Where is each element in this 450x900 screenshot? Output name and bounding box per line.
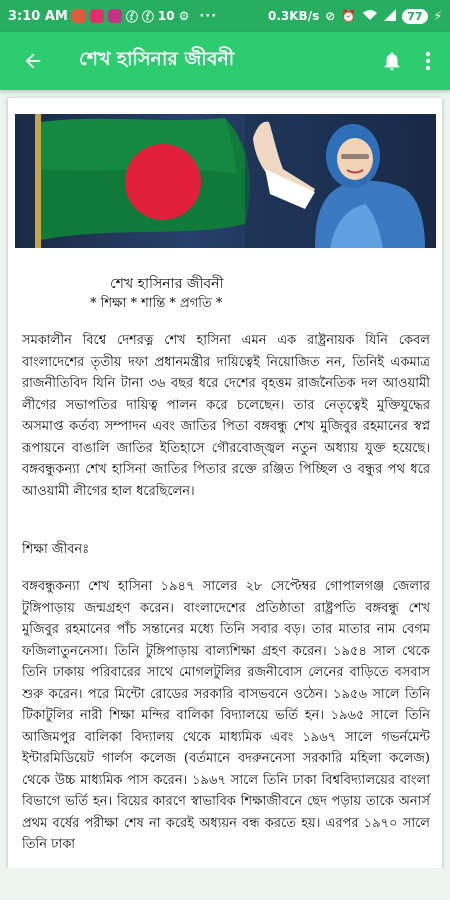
gmail-notification-icon bbox=[72, 9, 86, 23]
settings-notification-icon: ⚙ bbox=[178, 9, 190, 23]
book-tagline: * শিক্ষা * শান্তি * প্রগতি * bbox=[90, 296, 223, 311]
instagram-notification-icon bbox=[90, 9, 104, 23]
wifi-icon bbox=[362, 9, 378, 24]
intro-paragraph: সমকালীন বিশ্বে দেশরত্ন শেখ হাসিনা এমন এক রাষ্ট্রনায়ক যিনি কেবল বাংলাদেশের তৃতীয় দফা প্রধানমন্ত্রীর দায়িত্বেই নিয়োজিত নন, তিনিই একমাত্র রাজনীতিবিদ যিনি টানা ৩৬ বছর ধরে দেশের বৃহত্তম রাজনৈতিক দল আওয়ামী লীগের সভাপতির দায়িত্ব পালন করে চলেছেন। তার নেতৃত্বেই মুক্তিযুদ্ধের অসমাপ্ত কর্তব্য সম্পাদন এবং জাতির পিতা বঙ্গবন্ধু শেখ মুজিবুর রহমানের স্বপ্ন রূপায়নে বাঙালি জাতির ইতিহাসে গৌরবোজ্জ্বল নতুন অধ্যায় যুক্ত হয়েছে। বঙ্গবন্ধুকন্যা শেখ হাসিনা জাতির পিতার রক্তে রঞ্জিত পিচ্ছিল ও বন্ধুর পথ ধরে আওয়ামী লীগের হাল ধরেছিলেন। bbox=[22, 333, 430, 499]
more-vertical-icon bbox=[425, 51, 431, 71]
signal-icon bbox=[384, 9, 396, 24]
status-time: 3:10 AM bbox=[8, 8, 68, 24]
facebook-notification-icon: ⓕ bbox=[125, 9, 138, 24]
network-speed: 0.3KB/s bbox=[268, 9, 320, 23]
education-paragraph: বঙ্গবন্ধুকন্যা শেখ হাসিনা ১৯৪৭ সালের ২৮ সেপ্টেম্বর গোপালগঞ্জ জেলার টুঙ্গিপাড়ায় জন্মগ্রহণ করেন। বাংলাদেশের প্রতিষ্ঠাতা রাষ্ট্রপতি বঙ্গবন্ধু শেখ মুজিবুর রহমানের পাঁচ সন্তানের মধ্যে তিনি সবার বড়। তার মাতার নাম বেগম ফজিলাতুননেসা। তিনি টুঙ্গিপাড়ায় বাল্যশিক্ষা গ্রহণ করেন। ১৯৫৪ সাল থেকে তিনি ঢাকায় পরিবারের সাথে মোগলটুলির রজনীবোস লেনের বাড়িতে বসবাস শুরু করেন। পরে মিন্টো রোডের সরকারি বাসভবনে ওঠেন। ১৯৫৬ সালে তিনি টিকাটুলির নারী শিক্ষা মন্দির বালিকা বিদ্যালয়ে ভর্তি হন। ১৯৬৫ সালে তিনি আজিমপুর বালিকা বিদ্যালয় থেকে মাধ্যমিক এবং ১৯৬৭ সালে গভর্নমেন্ট ইন্টারমিডিয়েট গার্লস কলেজ (বর্তমানে বদরুননেসা সরকারি মহিলা কলেজ) থেকে উচ্চ মাধ্যমিক পাস করেন। ১৯৬৭ সালে তিনি ঢাকা বিশ্ববিদ্যালয়ের বাংলা বিভাগে ভর্তি হন। বিয়ের কারণে স্বাভাবিক শিক্ষাজীবনে ছেদ পড়ায় তাকে অনার্স প্রথম বর্ষের পরীক্ষা শেষ না করেই অধ্যয়ন বন্ধ করতে হয়। এরপর ১৯৭০ সালে তিনি ঢাকা bbox=[22, 579, 430, 852]
status-bar bbox=[0, 0, 450, 32]
book-title: শেখ হাসিনার জীবনী bbox=[110, 276, 224, 292]
overflow-menu-button[interactable] bbox=[410, 41, 446, 81]
flag-and-portrait-image bbox=[15, 114, 436, 248]
page-background bbox=[0, 868, 450, 900]
more-notifications-icon: ··· bbox=[199, 8, 218, 24]
section-heading-education: শিক্ষা জীবনঃ bbox=[22, 542, 90, 557]
data-saver-icon: ⊘ bbox=[325, 9, 336, 23]
battery-indicator: 77 bbox=[402, 9, 427, 24]
instagram-notification-icon bbox=[108, 9, 122, 23]
facebook-notification-icon: ⓕ bbox=[141, 9, 154, 24]
status-left bbox=[8, 8, 217, 25]
app-badge: 10 bbox=[157, 9, 175, 23]
arrow-left-icon bbox=[22, 50, 44, 72]
notifications-button[interactable] bbox=[374, 41, 410, 81]
banner-image bbox=[15, 114, 436, 248]
bell-icon bbox=[381, 50, 403, 72]
status-right bbox=[268, 9, 442, 24]
alarm-icon: ⏰ bbox=[341, 9, 357, 23]
back-button[interactable] bbox=[13, 41, 53, 81]
app-bar bbox=[0, 32, 450, 90]
charging-icon: ⚡ bbox=[433, 9, 442, 23]
content-card[interactable] bbox=[8, 98, 442, 868]
page-title: শেখ হাসিনার জীবনী bbox=[79, 48, 235, 70]
